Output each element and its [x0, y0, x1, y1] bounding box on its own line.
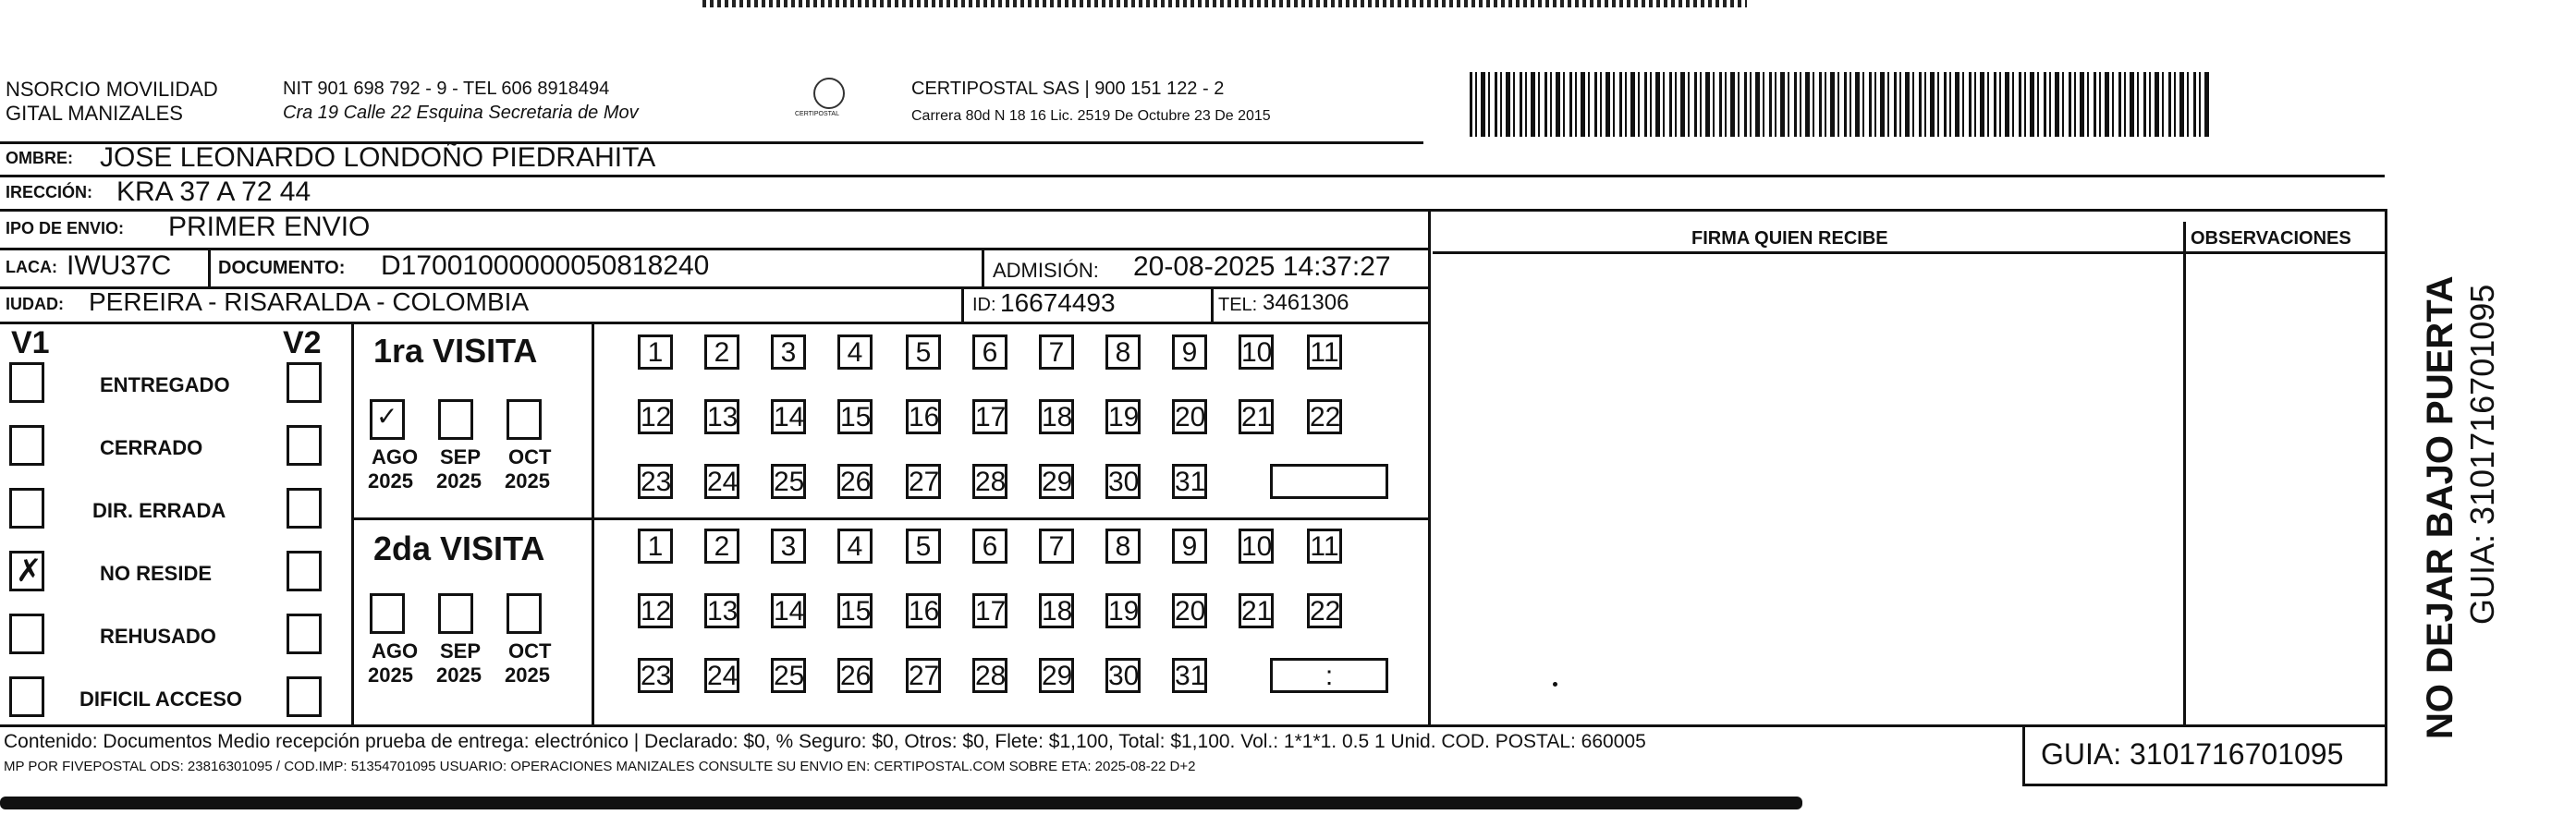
v2-header: V2	[283, 325, 322, 360]
first-visit-day-box[interactable]: 21	[1239, 399, 1274, 434]
v2-checkbox[interactable]	[287, 425, 322, 466]
first-visit-day-box[interactable]: 23	[638, 464, 673, 499]
status-option-label: CERRADO	[100, 436, 203, 459]
check-mark-icon: ✗	[16, 553, 43, 589]
rule	[2385, 209, 2387, 784]
rule	[961, 286, 964, 322]
nombre-label: OMBRE:	[6, 149, 73, 167]
first-visit-day-box[interactable]: 22	[1307, 399, 1342, 434]
tel-value: 3461306	[1263, 290, 1349, 315]
rule	[351, 322, 354, 724]
second-visit-day-box[interactable]: 10	[1239, 529, 1274, 564]
status-option-label: DIR. ERRADA	[92, 499, 226, 522]
year-label: 2025	[505, 469, 550, 493]
year-label: 2025	[505, 663, 550, 687]
no-dejar-bajo-puerta: NO DEJAR BAJO PUERTA	[2420, 275, 2460, 739]
rule	[1211, 286, 1214, 322]
month-label: AGO	[372, 639, 419, 663]
first-visit-day-box[interactable]: 14	[771, 399, 806, 434]
signature-dot	[1553, 682, 1557, 687]
second-visit-day-box[interactable]: 24	[704, 658, 739, 693]
second-visit-day-box[interactable]: 3	[771, 529, 806, 564]
torn-bottom-edge	[0, 797, 1802, 809]
v1-checkbox[interactable]	[9, 488, 44, 529]
first-visit-day-box[interactable]: 26	[837, 464, 873, 499]
admision-label: ADMISIÓN:	[993, 259, 1099, 282]
first-visit-day-box[interactable]: 19	[1105, 399, 1141, 434]
first-visit-month-checkbox[interactable]	[507, 399, 542, 440]
first-visit-day-box[interactable]: 25	[771, 464, 806, 499]
top-barcode-strip	[702, 0, 1747, 7]
second-visit-month-checkbox[interactable]	[438, 593, 473, 634]
second-visit-day-box[interactable]: 22	[1307, 593, 1342, 628]
rule	[1433, 251, 2387, 254]
nit-line: NIT 901 698 792 - 9 - TEL 606 8918494	[283, 79, 610, 99]
v1-checkbox[interactable]	[9, 425, 44, 466]
first-visit-day-box[interactable]: 17	[972, 399, 1007, 434]
second-visit-day-box[interactable]: 26	[837, 658, 873, 693]
observaciones-header: OBSERVACIONES	[2191, 228, 2351, 249]
rule	[1428, 209, 1431, 726]
year-label: 2025	[436, 663, 482, 687]
first-visit-day-box[interactable]: 2	[704, 335, 739, 370]
rule	[0, 724, 2387, 727]
placa-label: LACA:	[6, 258, 57, 276]
first-visit-day-box[interactable]: 29	[1039, 464, 1074, 499]
first-visit-day-box[interactable]: 3	[771, 335, 806, 370]
second-visit-day-box[interactable]: 2	[704, 529, 739, 564]
v2-checkbox[interactable]	[287, 362, 322, 403]
tipo-envio-value: PRIMER ENVIO	[168, 212, 371, 242]
month-label: OCT	[508, 445, 552, 468]
first-visit-day-box[interactable]: 6	[972, 335, 1007, 370]
ciudad-label: IUDAD:	[6, 295, 64, 313]
month-label: SEP	[440, 445, 482, 468]
second-visit-month-checkbox[interactable]	[370, 593, 405, 634]
first-visit-day-box[interactable]: 12	[638, 399, 673, 434]
nombre-value: JOSE LEONARDO LONDOÑO PIEDRAHITA	[100, 142, 656, 173]
rule	[0, 248, 1428, 250]
first-visit-day-box[interactable]: 16	[906, 399, 941, 434]
second-visit-day-box[interactable]: 31	[1172, 658, 1207, 693]
second-visit-day-box[interactable]: 14	[771, 593, 806, 628]
v2-checkbox[interactable]	[287, 676, 322, 717]
rule	[2022, 784, 2387, 786]
first-visit-day-box[interactable]: 27	[906, 464, 941, 499]
tel-label: TEL:	[1218, 295, 1258, 315]
second-visit-day-box[interactable]: 27	[906, 658, 941, 693]
month-label: OCT	[508, 639, 552, 663]
logo-caption: CERTIPOSTAL	[795, 111, 839, 117]
placa-value: IWU37C	[67, 250, 172, 281]
second-visit-day-box[interactable]: 21	[1239, 593, 1274, 628]
first-visit-day-box[interactable]: 11	[1307, 335, 1342, 370]
first-visit-day-box[interactable]: 30	[1105, 464, 1141, 499]
year-label: 2025	[436, 469, 482, 493]
second-visit-day-box[interactable]: 23	[638, 658, 673, 693]
first-visit-month-checkbox[interactable]	[438, 399, 473, 440]
rule	[982, 248, 984, 286]
second-visit-day-box[interactable]: 8	[1105, 529, 1141, 564]
second-visit-day-box[interactable]: 7	[1039, 529, 1074, 564]
first-visit-title: 1ra VISITA	[373, 332, 538, 370]
tipo-envio-label: IPO DE ENVIO:	[6, 219, 125, 237]
status-option-label: DIFICIL ACCESO	[79, 687, 243, 711]
second-visit-day-box[interactable]: 1	[638, 529, 673, 564]
second-visit-day-box[interactable]: 28	[972, 658, 1007, 693]
barcode	[1470, 72, 2209, 137]
imp-line: MP POR FIVEPOSTAL ODS: 23816301095 / COD.IMP: 51354701095 USUARIO: OPERACIONES MANIZALES CONSULTE SU ENVIO EN: CERTIPOSTAL.COM SOBRE ETA: 2025-08-22 D+2	[4, 759, 1196, 774]
month-label: SEP	[440, 639, 482, 663]
first-visit-day-box[interactable]: 28	[972, 464, 1007, 499]
second-visit-day-box[interactable]: 9	[1172, 529, 1207, 564]
rule	[2183, 222, 2186, 726]
first-visit-day-box[interactable]: 31	[1172, 464, 1207, 499]
first-visit-day-box[interactable]: 8	[1105, 335, 1141, 370]
company-name-line1: NSORCIO MOVILIDAD	[6, 78, 218, 101]
rule	[208, 248, 211, 286]
ciudad-value: PEREIRA - RISARALDA - COLOMBIA	[89, 287, 530, 316]
status-option-label: NO RESIDE	[100, 562, 213, 585]
second-visit-day-box[interactable]: 15	[837, 593, 873, 628]
v1-header: V1	[11, 325, 50, 360]
second-visit-day-box[interactable]: 20	[1172, 593, 1207, 628]
first-visit-month-checkbox[interactable]	[370, 399, 405, 440]
first-visit-day-box[interactable]: 5	[906, 335, 941, 370]
second-visit-day-box[interactable]: 19	[1105, 593, 1141, 628]
contenido-line: Contenido: Documentos Medio recepción prueba de entrega: electrónico | Declarado: $0, % Seguro: $0, Otros: $0, Flete: $1,100, Total: $1,100. Vol.: 1*1*1. 0.5 1 Unid. COD. POSTAL: 660005	[4, 731, 1646, 752]
first-visit-day-box[interactable]: 10	[1239, 335, 1274, 370]
second-visit-day-box[interactable]: 11	[1307, 529, 1342, 564]
v1-checkbox[interactable]	[9, 676, 44, 717]
company-name-line2: GITAL MANIZALES	[6, 102, 183, 125]
documento-value: D17001000000050818240	[381, 250, 710, 281]
documento-label: DOCUMENTO:	[218, 258, 346, 278]
admision-value: 20-08-2025 14:37:27	[1133, 251, 1391, 282]
rule	[0, 175, 2385, 177]
first-visit-day-box[interactable]: 7	[1039, 335, 1074, 370]
direccion-value: KRA 37 A 72 44	[116, 176, 311, 207]
second-visit-day-box[interactable]: 18	[1039, 593, 1074, 628]
v1-checkbox[interactable]	[9, 362, 44, 403]
second-visit-title: 2da VISITA	[373, 529, 545, 567]
second-visit-day-box[interactable]: 4	[837, 529, 873, 564]
side-guia: GUIA: 3101716701095	[2463, 284, 2501, 625]
carrier-license: Carrera 80d N 18 16 Lic. 2519 De Octubre 23 De 2015	[911, 108, 1271, 124]
first-visit-time-box[interactable]	[1270, 464, 1388, 499]
carrier-name: CERTIPOSTAL SAS | 900 151 122 - 2	[911, 79, 1225, 99]
status-option-label: ENTREGADO	[100, 373, 230, 396]
guia-box: GUIA: 3101716701095	[2041, 737, 2344, 771]
first-visit-day-box[interactable]: 20	[1172, 399, 1207, 434]
rule	[351, 517, 1428, 520]
first-visit-day-box[interactable]: 1	[638, 335, 673, 370]
status-option-label: REHUSADO	[100, 625, 216, 648]
certipostal-logo-icon	[813, 78, 845, 109]
first-visit-day-box[interactable]: 13	[704, 399, 739, 434]
second-visit-day-box[interactable]: 6	[972, 529, 1007, 564]
second-visit-day-box[interactable]: 17	[972, 593, 1007, 628]
address-line: Cra 19 Calle 22 Esquina Secretaria de Mov	[283, 103, 639, 123]
first-visit-day-box[interactable]: 4	[837, 335, 873, 370]
second-visit-day-box[interactable]: 30	[1105, 658, 1141, 693]
v2-checkbox[interactable]	[287, 551, 322, 591]
month-label: AGO	[372, 445, 419, 468]
second-visit-day-box[interactable]: 16	[906, 593, 941, 628]
second-visit-month-checkbox[interactable]	[507, 593, 542, 634]
second-visit-day-box[interactable]: 25	[771, 658, 806, 693]
v2-checkbox[interactable]	[287, 488, 322, 529]
v2-checkbox[interactable]	[287, 614, 322, 654]
first-visit-day-box[interactable]: 9	[1172, 335, 1207, 370]
id-label: ID:	[972, 295, 996, 315]
rule	[2022, 724, 2025, 784]
check-mark-icon: ✓	[376, 402, 398, 431]
v1-checkbox[interactable]	[9, 551, 44, 591]
first-visit-day-box[interactable]: 24	[704, 464, 739, 499]
year-label: 2025	[368, 663, 413, 687]
year-label: 2025	[368, 469, 413, 493]
second-visit-day-box[interactable]: 13	[704, 593, 739, 628]
second-visit-day-box[interactable]: 5	[906, 529, 941, 564]
direccion-label: IRECCIÓN:	[6, 183, 92, 201]
firma-header: FIRMA QUIEN RECIBE	[1691, 228, 1888, 249]
second-visit-day-box[interactable]: 29	[1039, 658, 1074, 693]
second-visit-day-box[interactable]: 12	[638, 593, 673, 628]
rule	[0, 322, 1428, 324]
second-visit-time-box[interactable]: :	[1270, 658, 1388, 693]
first-visit-day-box[interactable]: 15	[837, 399, 873, 434]
rule	[592, 322, 594, 724]
first-visit-day-box[interactable]: 18	[1039, 399, 1074, 434]
v1-checkbox[interactable]	[9, 614, 44, 654]
id-value: 16674493	[1000, 288, 1116, 317]
